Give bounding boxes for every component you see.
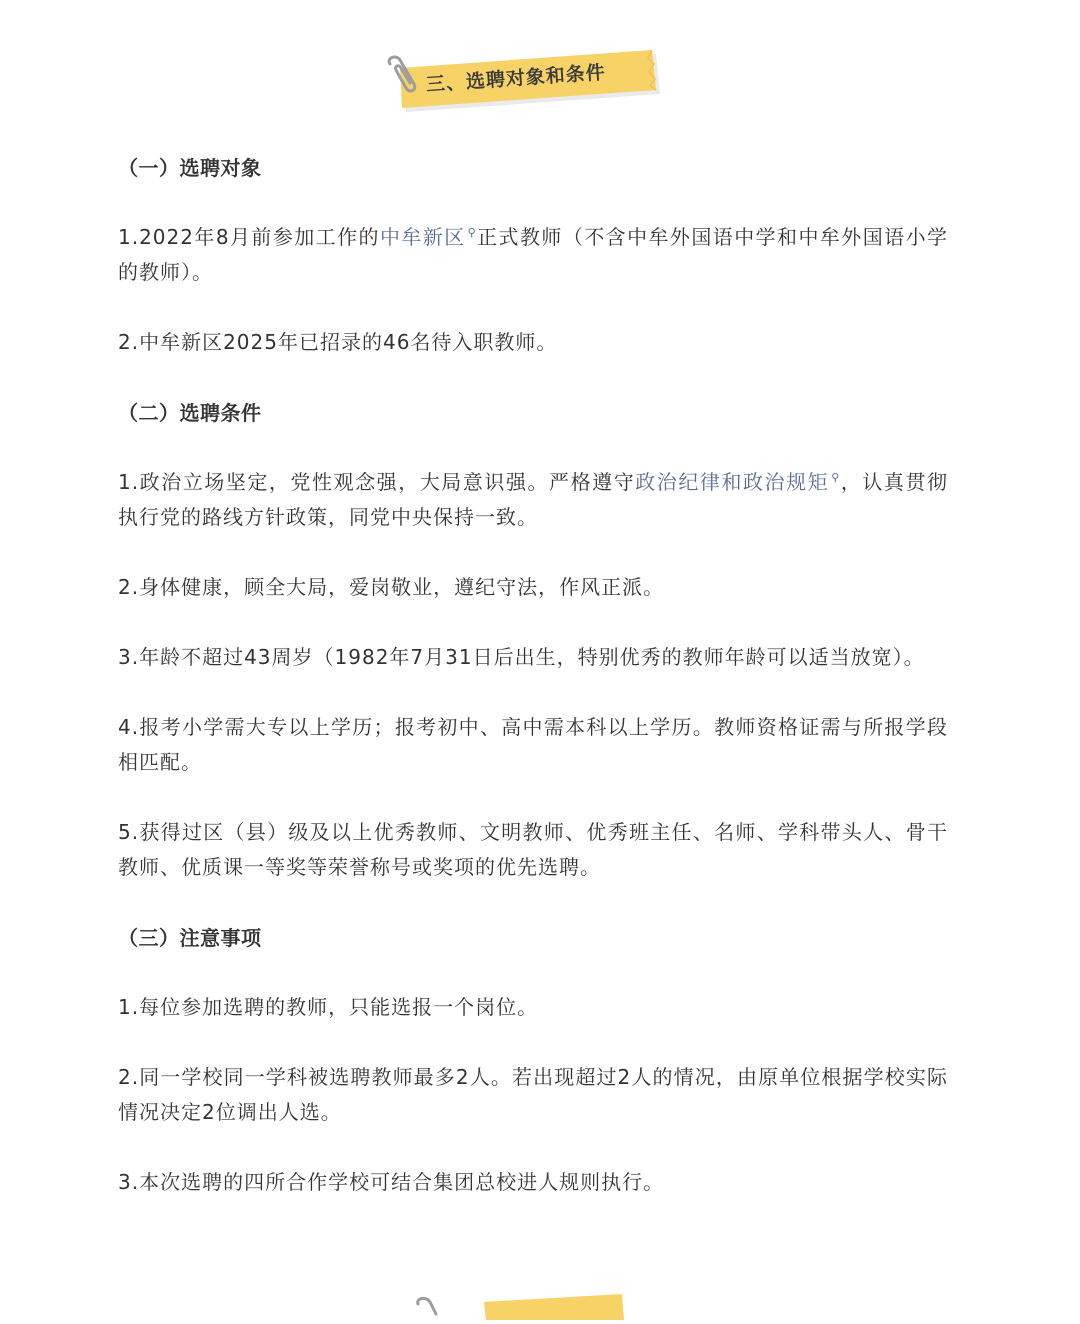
paragraph: 3.本次选聘的四所合作学校可结合集团总校进人规则执行。 [118, 1170, 665, 1194]
search-icon[interactable]: ⚲ [831, 471, 841, 485]
paperclip-icon [384, 54, 424, 98]
paragraph: 5.获得过区（县）级及以上优秀教师、文明教师、优秀班主任、名师、学科带头人、骨干教师、优质课一等奖等荣誉称号或奖项的优先选聘。 [118, 820, 948, 879]
paragraph [118, 220, 948, 290]
banner-title: 三、选聘对象和条件 [425, 61, 607, 96]
paragraph [118, 465, 948, 535]
section-heading-objects: （一）选聘对象 [118, 156, 262, 180]
paperclip-icon [418, 1298, 436, 1314]
search-icon[interactable]: ⚲ [467, 226, 477, 240]
section-heading-notes: （三）注意事项 [118, 926, 262, 950]
paragraph: 1.每位参加选聘的教师，只能选报一个岗位。 [118, 995, 539, 1019]
paragraph-text: 正式教师（不含中牟外国语中学和中牟外国语小学的教师）。 [118, 225, 949, 284]
search-link-zhongmou-new-district[interactable]: 中牟新区 [379, 225, 466, 249]
next-section-banner [414, 1290, 634, 1320]
paragraph: 4.报考小学需大专以上学历；报考初中、高中需本科以上学历。教师资格证需与所报学段相匹配。 [118, 715, 948, 774]
paragraph: 2.身体健康，顾全大局，爱岗敬业，遵纪守法，作风正派。 [118, 575, 665, 599]
paragraph-text: ，认真贯彻执行党的路线方针政策，同党中央保持一致。 [118, 470, 948, 529]
next-banner-tape-shape [414, 1290, 634, 1320]
article-body [118, 150, 948, 1235]
paragraph: 3.年龄不超过43周岁（1982年7月31日后出生，特别优秀的教师年龄可以适当放宽）。 [118, 645, 925, 669]
paragraph: 2.中牟新区2025年已招录的46名待入职教师。 [118, 330, 558, 354]
paragraph-text: 1.2022年8月前参加工作的 [118, 225, 380, 249]
paragraph: 2.同一学校同一学科被选聘教师最多2人。若出现超过2人的情况，由原单位根据学校实际情况决定2位调出人选。 [118, 1065, 948, 1124]
section-heading-conditions: （二）选聘条件 [118, 401, 262, 425]
section-banner [384, 46, 664, 116]
search-link-political-discipline[interactable]: 政治纪律和政治规矩 [635, 470, 830, 494]
paragraph-text: 1.政治立场坚定，党性观念强，大局意识强。严格遵守 [118, 470, 636, 494]
